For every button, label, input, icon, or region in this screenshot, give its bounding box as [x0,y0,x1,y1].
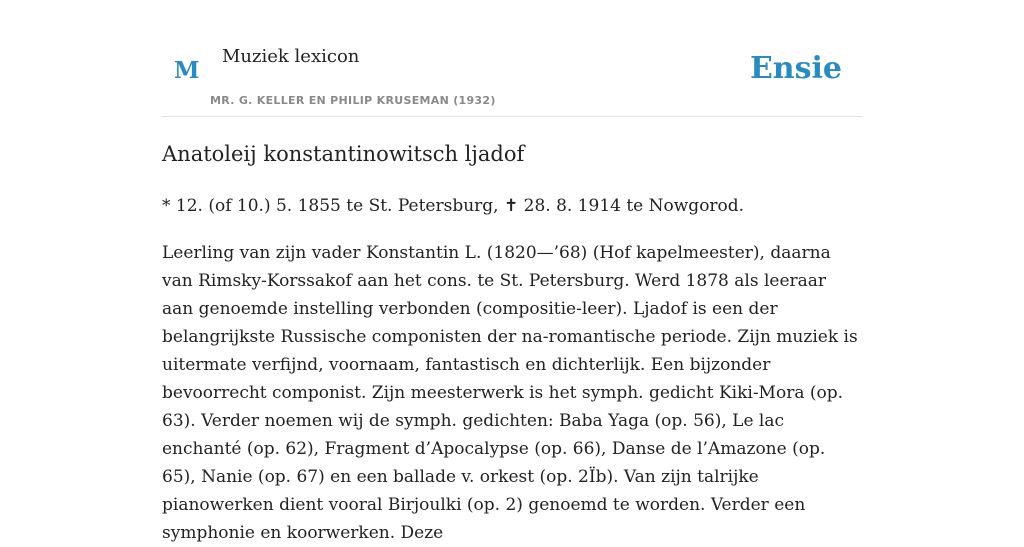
book-title-link[interactable]: Muziek lexicon [222,46,360,67]
article [162,138,862,547]
lexicon-logo[interactable]: M [174,57,200,84]
lifespan-line: * 12. (of 10.) 5. 1855 te St. Petersburg, ✝ 28. 8. 1914 te Nowgorod. [162,196,745,216]
article-title: Anatoleij konstantinowitsch ljadof [162,142,525,166]
book-authors: MR. G. KELLER EN PHILIP KRUSEMAN (1932) [210,94,496,107]
ensie-logo-link[interactable]: Ensie [749,51,842,86]
header [162,0,862,117]
article-body: Leerling van zijn vader Konstantin L. (1820—’68) (Hof kapelmeester), daarna van Rimsky-Korssakof aan het cons. te St. Petersburg. Werd 1878 als leeraar aan genoemde instelling verbonden (compositie-leer). Ljadof is een der belangrijkste Russische componisten der na-romantische periode. Zijn muziek is uitermate verfijnd, voornaam, fantastisch en dichterlijk. Een bijzonder bevoorrecht componist. Zijn meesterwerk is het symph. gedicht Kiki-Mora (op. 63). Verder noemen wij de symph. gedichten: Baba Yaga (op. 56), Le lac enchanté (op. 62), Fragment d’Apocalypse (op. 66), Danse de l’Amazone (op. 65), Nanie (op. 67) en een ballade v. orkest (op. 2Ïb). Van zijn talrijke pianowerken dient vooral Birjoulki (op. 2) genoemd te worden. Verder een symphonie en koorwerken. Deze [162,243,858,543]
